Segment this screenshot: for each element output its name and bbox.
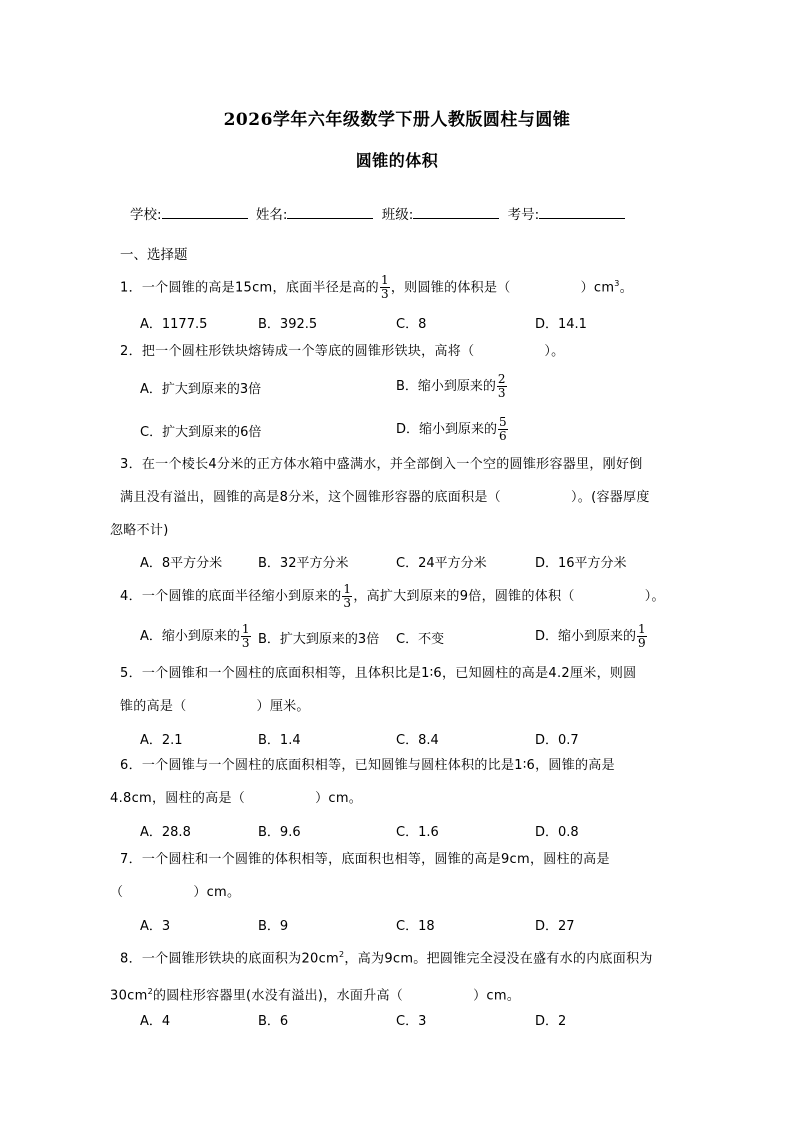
name-label: 姓名: [255,207,288,223]
q1-text-a: 1．一个圆锥的高是15cm，底面半径是高的 [120,280,379,296]
q8-superscript-2: 2 [147,987,153,997]
q1-option-d[interactable]: D．14.1 [535,317,587,332]
q6-line2a: 4.8cm，圆柱的高是（ [110,791,246,806]
question-2 [120,335,690,368]
number-label: 考号: [507,207,540,223]
q2-option-d[interactable] [396,416,509,443]
q7-option-b[interactable]: B．9 [258,919,289,934]
class-label: 班级: [381,207,414,223]
q5-option-c[interactable]: C．8.4 [396,733,439,748]
q5-line2a: 锥的高是（ [120,699,187,714]
class-blank[interactable] [413,206,499,219]
question-6 [110,749,690,815]
q3-line1: 3．在一个棱长4分米的正方体水箱中盛满水，并全部倒入一个空的圆锥形容器里，刚好倒 [120,457,643,472]
q4-option-d-fraction [637,623,647,650]
q8-line1b: ，高为9cm。把圆锥完全浸没在盛有水的内底面积为 [344,951,653,967]
question-8 [110,938,690,1013]
number-blank[interactable] [539,206,625,219]
q7-option-d[interactable]: D．27 [535,919,575,934]
q2-option-d-text: D．缩小到原来的 [396,422,498,437]
q1-text-c: ）cm [580,280,615,296]
name-blank[interactable] [287,206,373,219]
q4-fraction [342,583,352,610]
question-1 [120,267,690,304]
q2-option-a[interactable]: A．扩大到原来的3倍 [140,382,262,397]
q2-end: ）。 [544,344,565,359]
q8-line1a: 8．一个圆锥形铁块的底面积为20cm [120,951,340,967]
question-4 [120,580,690,613]
school-label: 学校: [130,207,162,223]
q8-option-d[interactable]: D．2 [535,1014,567,1029]
q8-line2b: 的圆柱形容器里(水没有溢出)，水面升高（ [152,988,404,1004]
q5-option-a[interactable]: A．2.1 [140,733,183,748]
q2-option-b[interactable] [396,373,508,400]
question-5 [120,657,690,723]
q5-option-b[interactable]: B．1.4 [258,733,301,748]
q1-frac-num: 1 [380,273,389,288]
q7-line1: 7．一个圆柱和一个圆锥的体积相等，底面积也相等，圆锥的高是9cm，圆柱的高是 [120,852,610,867]
q3-option-c[interactable]: C．24平方分米 [396,556,487,571]
student-info-line [130,203,629,223]
q1-option-c[interactable]: C．8 [396,317,427,332]
q8-line2c: ）cm。 [473,988,521,1004]
section-heading: 一、选择题 [120,247,188,263]
question-3 [110,448,690,547]
page-subtitle: 圆锥的体积 [355,151,439,170]
q8-superscript-1: 2 [339,950,345,959]
q5-line1: 5．一个圆锥和一个圆柱的底面积相等，且体积比是1∶6，已知圆柱的高是4.2厘米，则圆 [120,666,637,681]
q2-b-num: 2 [497,372,506,386]
q4-d-den: 9 [638,636,646,650]
q4-text-c: ）。 [644,589,665,604]
q4-text-b: ，高扩大到原来的9倍，圆锥的体积（ [353,589,575,604]
q8-option-c[interactable]: C．3 [396,1014,427,1029]
q4-option-d[interactable] [535,623,648,650]
q4-d-num: 1 [638,622,646,636]
q6-option-a[interactable]: A．28.8 [140,825,191,840]
q3-option-a[interactable]: A．8平方分米 [140,556,223,571]
q7-line2b: ）cm。 [193,885,241,900]
q6-option-c[interactable]: C．1.6 [396,825,439,840]
q2-text: 2．把一个圆柱形铁块熔铸成一个等底的圆锥形铁块，高将（ [120,344,475,359]
q6-option-b[interactable]: B．9.6 [258,825,301,840]
q2-d-num: 5 [499,415,507,429]
q2-b-den: 3 [497,386,506,400]
q7-option-c[interactable]: C．18 [396,919,435,934]
q2-option-b-fraction [497,373,507,400]
q7-line2a: （ [110,885,124,900]
q4-a-num: 1 [241,622,250,636]
q3-line2a: 满且没有溢出，圆锥的高是8分米，这个圆锥形容器的底面积是（ [120,490,501,505]
q6-line2b: ）cm。 [315,791,363,806]
q2-option-d-fraction [498,416,508,443]
q4-frac-den: 3 [343,596,352,610]
q4-option-a-text: A．缩小到原来的 [140,629,240,644]
q5-line2b: ）厘米。 [256,699,310,714]
q1-frac-den: 3 [380,287,389,302]
q8-line2a: 30cm [110,988,148,1004]
question-7 [110,843,690,909]
school-blank[interactable] [162,206,248,219]
q1-superscript: 3 [614,279,620,288]
q4-option-a[interactable] [140,623,252,650]
q1-option-a[interactable]: A．1177.5 [140,317,208,332]
q5-option-d[interactable]: D．0.7 [535,733,579,748]
q4-option-c[interactable]: C．不变 [396,632,445,647]
q1-text-d: 。 [619,280,633,296]
q4-frac-num: 1 [343,582,352,596]
q7-option-a[interactable]: A．3 [140,919,171,934]
q4-option-a-fraction [241,623,251,650]
q1-fraction [380,274,390,301]
q8-option-b[interactable]: B．6 [258,1014,289,1029]
q2-d-den: 6 [499,429,507,443]
q3-option-b[interactable]: B．32平方分米 [258,556,349,571]
q6-option-d[interactable]: D．0.8 [535,825,579,840]
q4-option-d-text: D．缩小到原来的 [535,629,637,644]
q8-option-a[interactable]: A．4 [140,1014,171,1029]
q1-option-b[interactable]: B．392.5 [258,317,318,332]
q4-a-den: 3 [241,636,250,650]
q3-option-d[interactable]: D．16平方分米 [535,556,627,571]
q1-text-b: ，则圆锥的体积是（ [390,280,511,296]
q6-line1: 6．一个圆锥与一个圆柱的底面积相等，已知圆锥与圆柱体积的比是1∶6，圆锥的高是 [120,758,615,773]
q3-line2b: ）。(容器厚度 [570,490,650,505]
q4-text-a: 4．一个圆锥的底面半径缩小到原来的 [120,589,342,604]
q2-option-b-text: B．缩小到原来的 [396,379,496,394]
q3-line3: 忽略不计) [110,523,169,538]
q2-option-c[interactable]: C．扩大到原来的6倍 [140,425,262,440]
page-title: 2026学年六年级数学下册人教版圆柱与圆锥 [223,110,571,130]
q4-option-b[interactable]: B．扩大到原来的3倍 [258,632,380,647]
